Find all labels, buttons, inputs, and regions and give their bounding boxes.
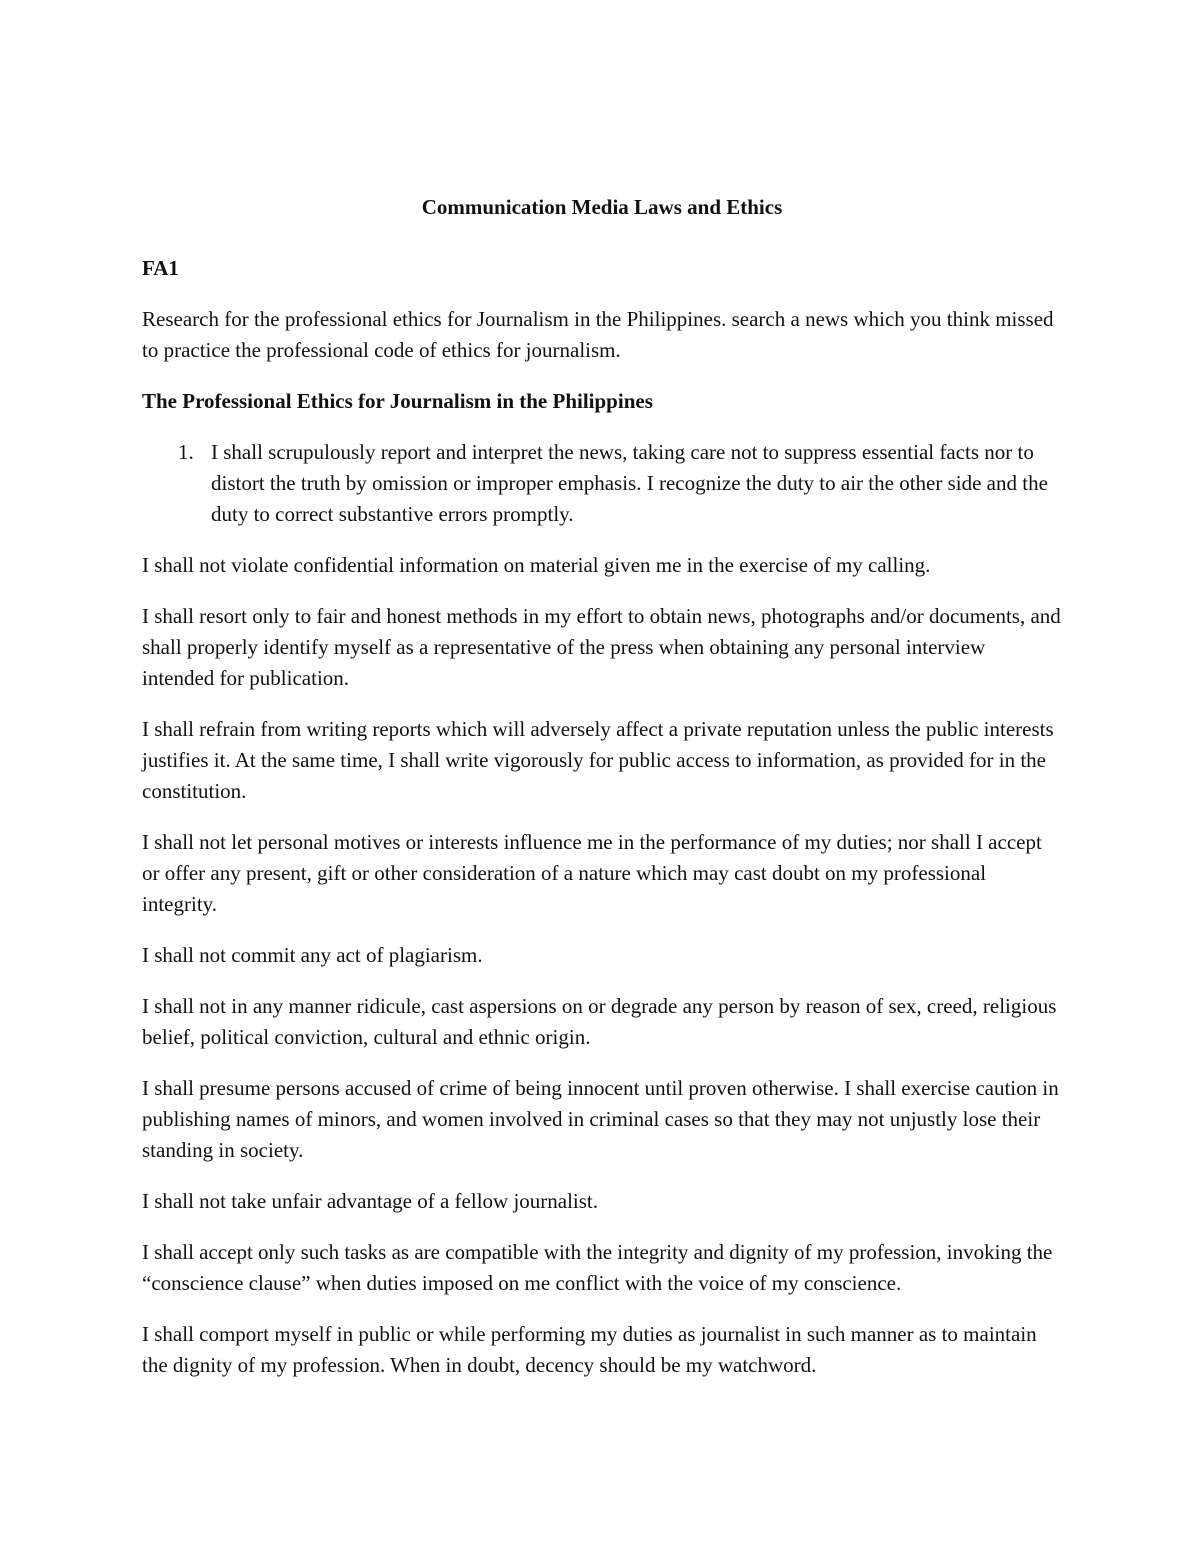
ethics-paragraph: I shall not commit any act of plagiarism. xyxy=(142,943,483,967)
list-item-text: I shall scrupulously report and interpret the news, taking care not to suppress essential facts nor to distort the truth by omission or improper emphasis. I recognize the duty to air the other side and the duty to correct substantive errors promptly. xyxy=(211,440,1048,526)
ethics-paragraph: I shall not violate confidential information on material given me in the exercise of my calling. xyxy=(142,553,931,577)
ethics-paragraph: I shall refrain from writing reports which will adversely affect a private reputation unless the public interests justifies it. At the same time, I shall write vigorously for public access to information, as provided for in the constitution. xyxy=(142,717,1054,803)
document-title: Communication Media Laws and Ethics xyxy=(421,195,783,219)
ethics-paragraph: I shall not in any manner ridicule, cast aspersions on or degrade any person by reason of sex, creed, religious belief, political conviction, cultural and ethnic origin. xyxy=(142,994,1057,1049)
ethics-paragraph: I shall not let personal motives or interests influence me in the performance of my duties; nor shall I accept or offer any present, gift or other consideration of a nature which may cast doubt on my professional integrity. xyxy=(142,830,1042,916)
ethics-paragraph: I shall comport myself in public or while performing my duties as journalist in such manner as to maintain the dignity of my profession. When in doubt, decency should be my watchword. xyxy=(142,1322,1037,1377)
ethics-paragraph: I shall resort only to fair and honest methods in my effort to obtain news, photographs and/or documents, and shall properly identify myself as a representative of the press when obtaining any personal interview intended for publication. xyxy=(142,604,1061,690)
ethics-paragraph: I shall accept only such tasks as are compatible with the integrity and dignity of my profession, invoking the “conscience clause” when duties imposed on me conflict with the voice of my conscience. xyxy=(142,1240,1053,1295)
ethics-paragraph: I shall not take unfair advantage of a fellow journalist. xyxy=(142,1189,599,1213)
ethics-paragraph: I shall presume persons accused of crime of being innocent until proven otherwise. I shall exercise caution in publishing names of minors, and women involved in criminal cases so that they may not unjustly lose their standing in society. xyxy=(142,1076,1059,1162)
activity-code: FA1 xyxy=(142,256,179,280)
section-heading: The Professional Ethics for Journalism in the Philippines xyxy=(142,389,653,413)
list-number: 1. xyxy=(178,440,194,464)
numbered-list-item xyxy=(142,437,1062,530)
document-body xyxy=(142,192,1062,1401)
instructions-paragraph: Research for the professional ethics for Journalism in the Philippines. search a news which you think missed to practice the professional code of ethics for journalism. xyxy=(142,307,1054,362)
